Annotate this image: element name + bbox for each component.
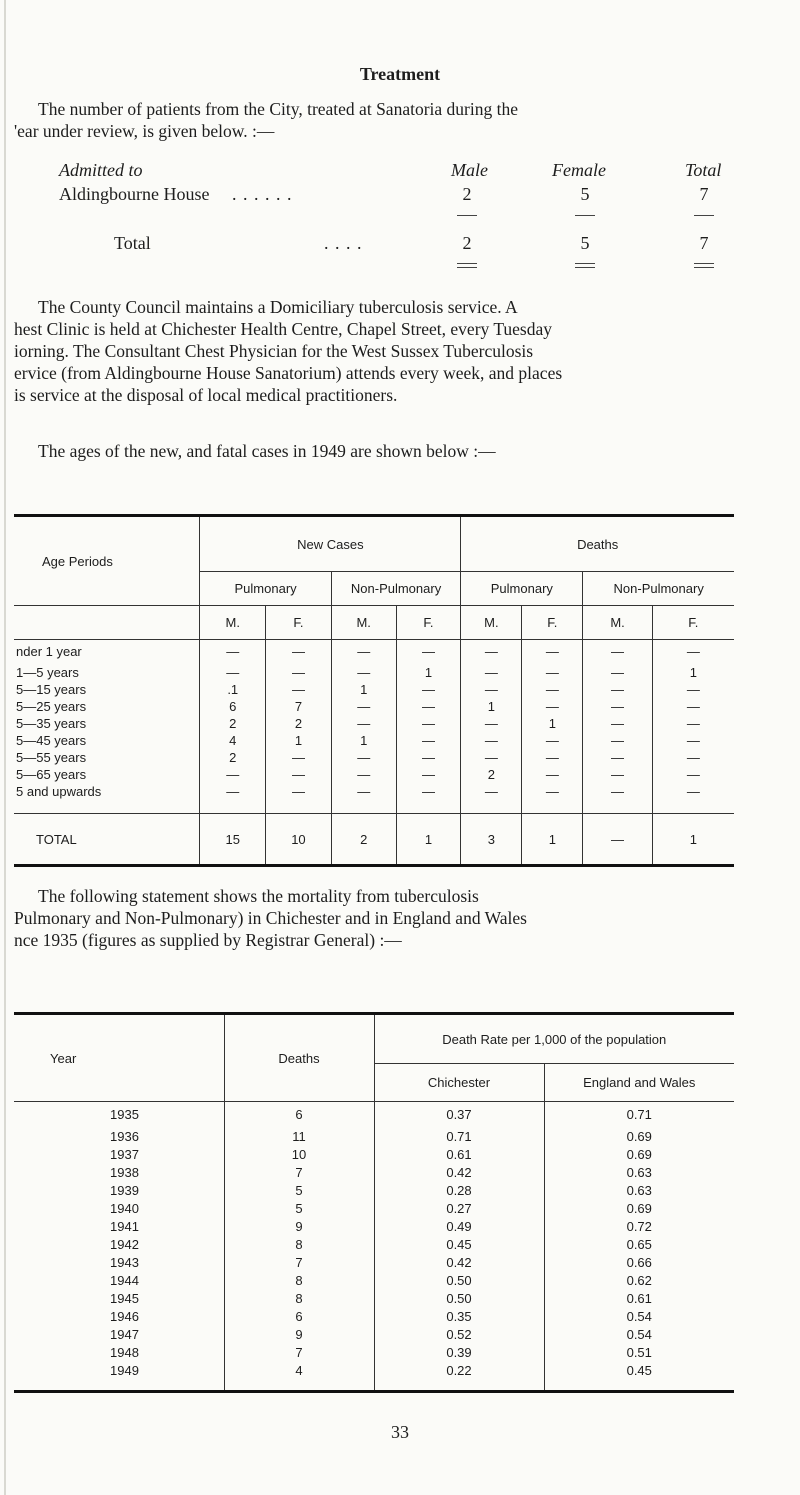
- total-cell: 1: [522, 814, 583, 866]
- sex-header: M.: [583, 606, 652, 640]
- count-cell: —: [583, 698, 652, 715]
- sex-header: M.: [331, 606, 396, 640]
- service-line-4: ervice (from Aldingbourne House Sanatorium) attends every week, and places: [14, 363, 563, 383]
- double-rule-female-a: [575, 263, 595, 264]
- count-cell: —: [396, 732, 461, 749]
- rate-header: Death Rate per 1,000 of the population: [374, 1014, 734, 1064]
- count-cell: 2: [200, 749, 266, 766]
- count-cell: —: [522, 664, 583, 681]
- count-cell: —: [583, 681, 652, 698]
- admission-female: 5: [580, 184, 590, 204]
- chichester-rate-cell: 0.27: [374, 1200, 544, 1218]
- chichester-rate-cell: 0.42: [374, 1164, 544, 1182]
- chichester-rate-cell: 0.28: [374, 1182, 544, 1200]
- double-rule-total-a: [694, 263, 714, 264]
- year-cell: 1947: [110, 1327, 139, 1342]
- count-cell: —: [583, 640, 652, 664]
- count-cell: 1: [331, 732, 396, 749]
- year-cell: 1943: [110, 1255, 139, 1270]
- chichester-rate-cell: 0.61: [374, 1146, 544, 1164]
- sex-header: F.: [266, 606, 332, 640]
- count-cell: —: [200, 640, 266, 664]
- subtotal-rule-female: [575, 215, 595, 216]
- year-row: [14, 1362, 734, 1380]
- double-rule-female-b: [575, 267, 595, 268]
- count-cell: —: [652, 749, 734, 766]
- count-cell: —: [461, 664, 522, 681]
- count-cell: —: [331, 766, 396, 783]
- admissions-total-female: 5: [580, 233, 590, 253]
- count-cell: —: [266, 783, 332, 800]
- year-row: [14, 1200, 734, 1218]
- deaths-header: Deaths: [461, 516, 734, 572]
- age-periods-table: [14, 514, 734, 867]
- female-header: Female: [552, 160, 606, 180]
- age-row: [14, 783, 734, 800]
- count-cell: —: [331, 664, 396, 681]
- count-cell: —: [461, 640, 522, 664]
- count-cell: —: [266, 681, 332, 698]
- count-cell: 1: [331, 681, 396, 698]
- subtotal-rule-total: [694, 215, 714, 216]
- year-cell: 1938: [110, 1165, 139, 1180]
- count-cell: 1: [652, 664, 734, 681]
- sex-header: M.: [461, 606, 522, 640]
- england-rate-cell: 0.63: [544, 1182, 734, 1200]
- deaths-cell: 7: [224, 1254, 374, 1272]
- count-cell: —: [331, 783, 396, 800]
- spacer-row: [14, 1380, 734, 1392]
- total-cell: 3: [461, 814, 522, 866]
- intro-line-1: The number of patients from the City, treated at Sanatoria during the: [38, 99, 518, 119]
- year-row: [14, 1254, 734, 1272]
- count-cell: —: [266, 640, 332, 664]
- mortality-table: [14, 1012, 734, 1393]
- admission-place: Aldingbourne House: [59, 184, 210, 204]
- deaths-cell: 8: [224, 1290, 374, 1308]
- admission-male: 2: [462, 184, 472, 204]
- count-cell: —: [200, 766, 266, 783]
- count-cell: —: [331, 698, 396, 715]
- count-cell: —: [583, 664, 652, 681]
- admission-dots: . . . . . .: [232, 184, 293, 204]
- count-cell: —: [396, 681, 461, 698]
- chichester-rate-cell: 0.22: [374, 1362, 544, 1380]
- count-cell: —: [266, 766, 332, 783]
- total-cell: 2: [331, 814, 396, 866]
- count-cell: —: [331, 640, 396, 664]
- age-label: 5 and upwards: [16, 783, 102, 799]
- count-cell: —: [461, 681, 522, 698]
- england-rate-cell: 0.66: [544, 1254, 734, 1272]
- count-cell: —: [522, 732, 583, 749]
- deaths-cell: 6: [224, 1308, 374, 1326]
- count-cell: —: [583, 783, 652, 800]
- admissions-total-dots: . . . .: [324, 233, 363, 253]
- year-cell: 1937: [110, 1147, 139, 1162]
- year-cell: 1944: [110, 1273, 139, 1288]
- deaths-cell: 5: [224, 1182, 374, 1200]
- year-cell: 1948: [110, 1345, 139, 1360]
- total-label: TOTAL: [36, 831, 77, 847]
- count-cell: —: [652, 766, 734, 783]
- year-row: [14, 1290, 734, 1308]
- count-cell: .1: [200, 681, 266, 698]
- age-label: 5—65 years: [16, 766, 87, 782]
- age-label: nder 1 year: [16, 644, 82, 660]
- chichester-rate-cell: 0.37: [374, 1102, 544, 1128]
- count-cell: —: [583, 766, 652, 783]
- year-row: [14, 1102, 734, 1128]
- count-cell: 1: [522, 715, 583, 732]
- count-cell: 2: [266, 715, 332, 732]
- count-cell: —: [396, 640, 461, 664]
- england-rate-cell: 0.69: [544, 1200, 734, 1218]
- sex-header: F.: [652, 606, 734, 640]
- year-row: [14, 1272, 734, 1290]
- count-cell: 1: [266, 732, 332, 749]
- mortality-line-3: nce 1935 (figures as supplied by Registrar General) :—: [14, 930, 402, 950]
- england-rate-cell: 0.51: [544, 1344, 734, 1362]
- year-cell: 1949: [110, 1363, 139, 1378]
- england-rate-cell: 0.72: [544, 1218, 734, 1236]
- count-cell: —: [396, 749, 461, 766]
- count-cell: —: [331, 715, 396, 732]
- year-cell: 1942: [110, 1237, 139, 1252]
- admitted-to-header: Admitted to: [59, 160, 143, 180]
- chichester-rate-cell: 0.50: [374, 1272, 544, 1290]
- total-cell: 15: [200, 814, 266, 866]
- year-row: [14, 1146, 734, 1164]
- admissions-total-label: Total: [114, 233, 151, 253]
- chichester-rate-cell: 0.71: [374, 1128, 544, 1146]
- count-cell: —: [652, 715, 734, 732]
- count-cell: —: [652, 698, 734, 715]
- total-cell: 1: [652, 814, 734, 866]
- chichester-rate-cell: 0.42: [374, 1254, 544, 1272]
- deaths-cell: 8: [224, 1236, 374, 1254]
- count-cell: 1: [396, 664, 461, 681]
- double-rule-male-b: [457, 267, 477, 268]
- count-cell: —: [461, 715, 522, 732]
- england-rate-cell: 0.54: [544, 1326, 734, 1344]
- count-cell: —: [583, 749, 652, 766]
- deaths-cell: 7: [224, 1344, 374, 1362]
- age-label: 5—35 years: [16, 715, 87, 731]
- count-cell: —: [652, 732, 734, 749]
- england-header: England and Wales: [544, 1064, 734, 1102]
- year-row: [14, 1308, 734, 1326]
- chichester-rate-cell: 0.52: [374, 1326, 544, 1344]
- england-rate-cell: 0.62: [544, 1272, 734, 1290]
- count-cell: —: [461, 732, 522, 749]
- england-rate-cell: 0.54: [544, 1308, 734, 1326]
- admission-total: 7: [699, 184, 709, 204]
- age-label: 1—5 years: [16, 664, 79, 680]
- age-row: [14, 681, 734, 698]
- age-label: 5—25 years: [16, 698, 87, 714]
- service-line-2: hest Clinic is held at Chichester Health Centre, Chapel Street, every Tuesday: [14, 319, 553, 339]
- chichester-rate-cell: 0.49: [374, 1218, 544, 1236]
- count-cell: —: [396, 715, 461, 732]
- male-header: Male: [451, 160, 488, 180]
- count-cell: 2: [200, 715, 266, 732]
- age-label: 5—15 years: [16, 681, 87, 697]
- count-cell: —: [522, 681, 583, 698]
- service-line-3: iorning. The Consultant Chest Physician for the West Sussex Tuberculosis: [14, 341, 534, 361]
- year-cell: 1946: [110, 1309, 139, 1324]
- count-cell: —: [522, 698, 583, 715]
- new-nonpulmonary-header: Non-Pulmonary: [331, 572, 461, 606]
- count-cell: —: [200, 664, 266, 681]
- count-cell: 2: [461, 766, 522, 783]
- total-header: Total: [685, 160, 722, 180]
- count-cell: —: [266, 664, 332, 681]
- year-cell: 1935: [110, 1107, 139, 1123]
- age-row: [14, 715, 734, 732]
- england-rate-cell: 0.71: [544, 1102, 734, 1128]
- chichester-rate-cell: 0.50: [374, 1290, 544, 1308]
- deaths-nonpulmonary-header: Non-Pulmonary: [583, 572, 734, 606]
- admissions-total-male: 2: [462, 233, 472, 253]
- age-row: [14, 749, 734, 766]
- count-cell: 4: [200, 732, 266, 749]
- mortality-line-2: Pulmonary and Non-Pulmonary) in Chichester and in England and Wales: [14, 908, 527, 928]
- sex-header: F.: [522, 606, 583, 640]
- mortality-table-body: [14, 1102, 734, 1392]
- new-pulmonary-header: Pulmonary: [200, 572, 331, 606]
- page-edge: [4, 0, 6, 1495]
- page-number: 33: [391, 1422, 409, 1442]
- count-cell: 1: [461, 698, 522, 715]
- count-cell: —: [522, 783, 583, 800]
- year-row: [14, 1326, 734, 1344]
- year-cell: 1940: [110, 1201, 139, 1216]
- total-cell: 10: [266, 814, 332, 866]
- chichester-header: Chichester: [374, 1064, 544, 1102]
- count-cell: —: [266, 749, 332, 766]
- page-title: Treatment: [359, 64, 441, 84]
- double-rule-total-b: [694, 267, 714, 268]
- age-table-body: [14, 640, 734, 814]
- year-row: [14, 1218, 734, 1236]
- age-periods-header: Age Periods: [42, 553, 113, 569]
- count-cell: —: [461, 783, 522, 800]
- chichester-rate-cell: 0.39: [374, 1344, 544, 1362]
- age-row: [14, 664, 734, 681]
- deaths-cell: 6: [224, 1102, 374, 1128]
- count-cell: —: [652, 681, 734, 698]
- deaths-cell: 11: [224, 1128, 374, 1146]
- subtotal-rule-male: [457, 215, 477, 216]
- age-row: [14, 766, 734, 783]
- deaths-cell: 9: [224, 1326, 374, 1344]
- sex-header: F.: [396, 606, 461, 640]
- year-row: [14, 1344, 734, 1362]
- year-row: [14, 1236, 734, 1254]
- england-rate-cell: 0.45: [544, 1362, 734, 1380]
- england-rate-cell: 0.69: [544, 1128, 734, 1146]
- count-cell: —: [583, 715, 652, 732]
- count-cell: —: [522, 749, 583, 766]
- year-cell: 1941: [110, 1219, 139, 1234]
- ages-intro: The ages of the new, and fatal cases in 1949 are shown below :—: [38, 441, 496, 461]
- count-cell: 7: [266, 698, 332, 715]
- chichester-rate-cell: 0.45: [374, 1236, 544, 1254]
- service-line-1: The County Council maintains a Domiciliary tuberculosis service. A: [38, 297, 518, 317]
- new-cases-header: New Cases: [200, 516, 461, 572]
- england-rate-cell: 0.69: [544, 1146, 734, 1164]
- count-cell: —: [583, 732, 652, 749]
- count-cell: —: [396, 783, 461, 800]
- age-label: 5—45 years: [16, 732, 87, 748]
- count-cell: —: [331, 749, 396, 766]
- england-rate-cell: 0.63: [544, 1164, 734, 1182]
- deaths-cell: 10: [224, 1146, 374, 1164]
- year-cell: 1936: [110, 1129, 139, 1144]
- year-header: Year: [50, 1050, 77, 1066]
- age-row: [14, 732, 734, 749]
- count-cell: —: [461, 749, 522, 766]
- count-cell: —: [396, 766, 461, 783]
- service-line-5: is service at the disposal of local medical practitioners.: [14, 385, 398, 405]
- count-cell: —: [522, 640, 583, 664]
- chichester-rate-cell: 0.35: [374, 1308, 544, 1326]
- count-cell: —: [396, 698, 461, 715]
- deaths-cell: 9: [224, 1218, 374, 1236]
- year-cell: 1939: [110, 1183, 139, 1198]
- total-cell: —: [583, 814, 652, 866]
- admissions-total-total: 7: [699, 233, 709, 253]
- england-rate-cell: 0.61: [544, 1290, 734, 1308]
- double-rule-male-a: [457, 263, 477, 264]
- year-row: [14, 1182, 734, 1200]
- deaths-col-header: Deaths: [224, 1014, 374, 1102]
- age-label: 5—55 years: [16, 749, 87, 765]
- deaths-pulmonary-header: Pulmonary: [461, 572, 583, 606]
- count-cell: —: [522, 766, 583, 783]
- deaths-cell: 5: [224, 1200, 374, 1218]
- year-row: [14, 1164, 734, 1182]
- total-row: [14, 814, 734, 866]
- age-row: [14, 698, 734, 715]
- mortality-line-1: The following statement shows the mortality from tuberculosis: [38, 886, 479, 906]
- deaths-cell: 4: [224, 1362, 374, 1380]
- count-cell: —: [200, 783, 266, 800]
- intro-line-2: 'ear under review, is given below. :—: [14, 121, 275, 141]
- year-row: [14, 1128, 734, 1146]
- england-rate-cell: 0.65: [544, 1236, 734, 1254]
- age-row: [14, 640, 734, 664]
- count-cell: —: [652, 640, 734, 664]
- deaths-cell: 7: [224, 1164, 374, 1182]
- year-cell: 1945: [110, 1291, 139, 1306]
- spacer-row: [14, 800, 734, 814]
- deaths-cell: 8: [224, 1272, 374, 1290]
- sex-header: M.: [200, 606, 266, 640]
- count-cell: 6: [200, 698, 266, 715]
- total-cell: 1: [396, 814, 461, 866]
- count-cell: —: [652, 783, 734, 800]
